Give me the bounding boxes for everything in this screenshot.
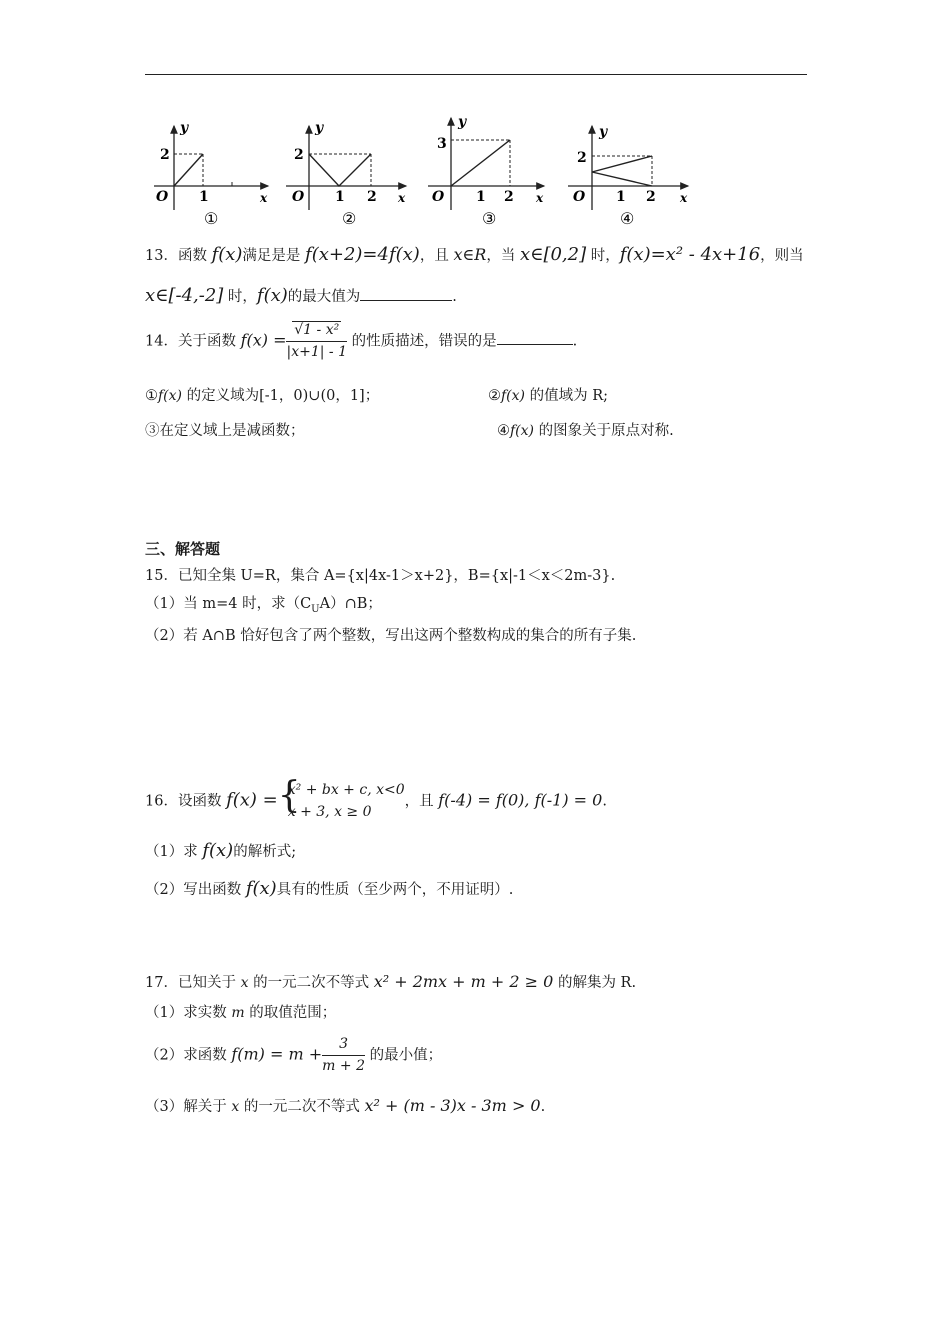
q13-text-b: 满足是是 — [242, 248, 306, 264]
q13-text-h: 的最大值为 — [287, 289, 361, 305]
q17-text-b: 的一元二次不等式 — [248, 975, 374, 991]
graph-2-y-label: y — [315, 120, 324, 136]
q16-part-2-a: （2）写出函数 — [145, 882, 246, 898]
q14-opt3-text: ③在定义域上是减函数； — [145, 423, 305, 439]
q14-lhs: f(x) = — [240, 330, 287, 350]
q17-inequality: x² + 2mx + m + 2 ≥ 0 — [373, 972, 554, 991]
q17-part-1 — [145, 1005, 336, 1022]
q17-part-3-b: 的一元二次不等式 — [239, 1099, 365, 1115]
q13-text-c: ，且 — [419, 248, 454, 264]
q17-part-3-x: x — [231, 1099, 240, 1115]
q14-opt4-num: ④ — [497, 423, 510, 439]
graph-1-y-label: y — [180, 120, 189, 136]
q17-part-2 — [145, 1036, 442, 1075]
q13-definition: f(x)=x² - 4x+16 — [619, 244, 761, 265]
q17-part-3-inequality: x² + (m - 3)x - 3m > 0 — [364, 1096, 541, 1115]
q14-denominator: |x+1| - 1 — [286, 343, 347, 360]
q16-part-2-fx: f(x) — [245, 878, 277, 899]
graph-2-y-tick: 2 — [294, 147, 304, 163]
graph-1-y-tick: 2 — [160, 147, 170, 163]
q17-part-2-b: 的最小值； — [365, 1047, 443, 1064]
q16-text-b: ，且 — [404, 793, 439, 810]
q14-option-4 — [497, 423, 674, 440]
graph-3-x-label: x — [536, 191, 544, 205]
q13-interval-2: x∈[-4,-2] — [145, 285, 224, 306]
graph-1-x-tick-1: 1 — [199, 189, 209, 205]
q14-option-2 — [488, 388, 608, 405]
graph-3-origin: O — [432, 189, 445, 205]
graph-3-y-tick: 3 — [437, 136, 447, 152]
graph-3 — [428, 114, 544, 228]
q17-stem — [145, 972, 636, 992]
q13-text-e: 时， — [586, 248, 620, 264]
q16-part-2-b: 具有的性质（至少两个，不用证明）. — [276, 882, 514, 898]
q17-denominator: m + 2 — [322, 1057, 365, 1074]
graphs-row — [140, 110, 700, 235]
q13-text-g: 时， — [223, 289, 257, 305]
graph-3-label: ③ — [482, 209, 497, 228]
q17-part-2-lhs: f(m) = m + — [231, 1044, 323, 1064]
q17-numerator: 3 — [322, 1036, 365, 1056]
q15-part-1 — [145, 596, 382, 616]
graph-2-x-label: x — [398, 191, 406, 205]
q16-part-1-fx: f(x) — [202, 840, 234, 861]
q14-opt4-text: 的图象关于原点对称. — [534, 423, 674, 439]
q15-part-1-end: A）∩B； — [319, 596, 382, 612]
q13-text-a: 13．函数 — [145, 248, 212, 264]
q16-end: . — [602, 793, 607, 810]
q14-end: . — [572, 333, 578, 350]
q13-domain: x∈R — [453, 245, 487, 264]
q13-relation: f(x+2)=4f(x) — [305, 244, 420, 265]
graph-4 — [568, 124, 688, 228]
q15-part-2: （2）若 A∩B 恰好包含了两个整数，写出这两个整数构成的集合的所有子集. — [145, 628, 637, 644]
q13-fx: f(x) — [211, 244, 243, 265]
q13-answer-blank[interactable] — [360, 288, 452, 301]
q13-end: . — [452, 289, 457, 305]
q14-option-1 — [145, 388, 379, 405]
q17-part-1-a: （1）求实数 — [145, 1005, 232, 1021]
q16-case-2: x + 3, x ≥ 0 — [287, 803, 372, 820]
q14-opt1-num: ① — [145, 388, 158, 404]
graph-4-x-tick-2: 2 — [646, 189, 656, 205]
q14-option-3 — [145, 423, 305, 440]
graph-3-x-tick-2: 2 — [504, 189, 514, 205]
q17-end: . — [540, 1099, 546, 1115]
graph-2-x-tick-2: 2 — [367, 189, 377, 205]
q14-text-b: 的性质描述，错误的是 — [347, 333, 497, 350]
q13-text-f: ，则当 — [760, 248, 804, 264]
q13-line-2 — [145, 285, 457, 307]
q13-text-d: ，当 — [486, 248, 520, 264]
q14-opt2-text: 的值域为 R; — [525, 388, 609, 404]
q14-opt2-num: ② — [488, 388, 501, 404]
q17-text-c: 的解集为 R. — [553, 975, 637, 991]
graph-4-x-label: x — [680, 191, 688, 205]
q15-complement-sub: U — [311, 603, 320, 615]
q14-line-1 — [145, 322, 577, 361]
graph-2 — [286, 120, 406, 228]
graph-4-x-tick-1: 1 — [616, 189, 626, 205]
graph-4-origin: O — [573, 189, 586, 205]
q16-line-1 — [145, 775, 607, 823]
q15-stem: 15．已知全集 U=R，集合 A={x|4x-1＞x+2}，B={x|-1＜x＜2m-3}. — [145, 568, 616, 584]
q17-var-x: x — [240, 975, 249, 991]
q14-opt2-fx: f(x) — [501, 388, 526, 404]
graph-3-x-tick-1: 1 — [476, 189, 486, 205]
q13-fx-2: f(x) — [256, 285, 288, 306]
graph-2-label: ② — [342, 209, 357, 228]
q14-opt1-fx: f(x) — [158, 388, 183, 404]
q16-lhs: f(x) = — [226, 789, 278, 811]
graph-4-label: ④ — [620, 209, 635, 228]
q14-opt1-text: 的定义域为[-1，0)∪(0，1]； — [182, 388, 380, 404]
q17-part-1-b: 的取值范围； — [244, 1005, 337, 1021]
q17-part-3-a: （3）解关于 — [145, 1099, 232, 1115]
q16-case-1: x² + bx + c, x<0 — [287, 782, 405, 798]
q17-part-3 — [145, 1096, 545, 1116]
q13-interval: x∈[0,2] — [519, 244, 587, 265]
q16-condition: f(-4) = f(0), f(-1) = 0 — [438, 790, 603, 810]
q14-numerator: √1 - x² — [294, 322, 340, 338]
q16-piecewise: { x² + bx + c, x<0 x + 3, x ≥ 0 — [278, 780, 405, 823]
q17-var-m: m — [231, 1005, 245, 1021]
q16-part-1-b: 的解析式; — [233, 844, 297, 860]
q16-text-a: 16．设函数 — [145, 793, 227, 810]
q15-part-1-text: （1）当 m=4 时，求（C — [145, 596, 312, 612]
q14-text-a: 14．关于函数 — [145, 333, 241, 350]
graph-1 — [154, 120, 268, 228]
q17-part-2-a: （2）求函数 — [145, 1047, 232, 1064]
graph-1-label: ① — [204, 209, 219, 228]
q13-line-1 — [145, 244, 804, 266]
graph-2-x-tick-1: 1 — [335, 189, 345, 205]
graph-1-x-label: x — [260, 191, 268, 205]
q16-part-1-a: （1）求 — [145, 844, 203, 860]
q16-part-2 — [145, 878, 513, 900]
q14-opt4-fx: f(x) — [510, 423, 535, 439]
graph-3-y-label: y — [458, 114, 467, 130]
graph-4-y-label: y — [599, 124, 608, 140]
q14-answer-blank[interactable] — [497, 332, 573, 345]
header-rule — [145, 74, 807, 75]
graph-1-origin: O — [156, 189, 169, 205]
graph-4-y-tick: 2 — [577, 150, 587, 166]
q14-fraction — [286, 322, 347, 361]
q17-text-a: 17．已知关于 — [145, 975, 241, 991]
graph-2-origin: O — [292, 189, 305, 205]
q17-fraction — [322, 1036, 365, 1075]
q16-part-1 — [145, 840, 296, 862]
section-3-heading: 三、解答题 — [145, 540, 221, 558]
